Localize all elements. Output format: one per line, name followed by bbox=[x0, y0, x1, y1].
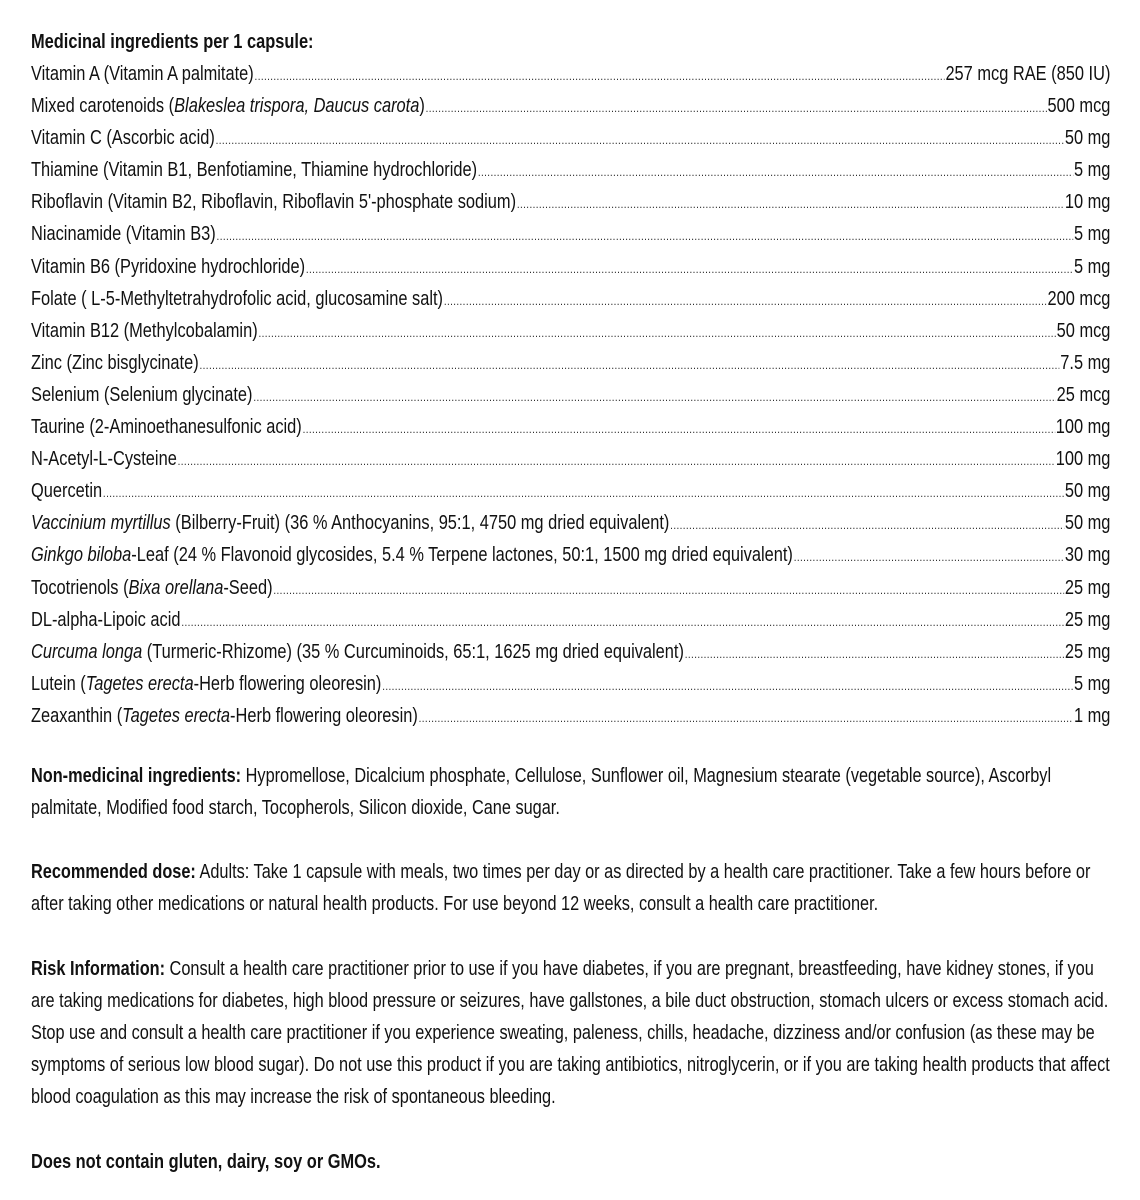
ingredient-amount: 25 mcg bbox=[1056, 383, 1111, 406]
ingredient-amount: 5 mg bbox=[1073, 672, 1111, 695]
dot-leader bbox=[273, 574, 1064, 606]
ingredient-name-part: -Seed) bbox=[223, 576, 273, 599]
ingredient-amount: 5 mg bbox=[1073, 223, 1111, 246]
ingredient-name-part: DL-alpha-Lipoic acid bbox=[31, 608, 181, 631]
ingredient-amount: 25 mg bbox=[1064, 608, 1111, 631]
ingredient-row bbox=[31, 122, 1110, 154]
ingredient-row bbox=[31, 507, 1110, 539]
ingredient-row bbox=[31, 347, 1110, 379]
dot-leader bbox=[685, 638, 1064, 670]
ingredient-name bbox=[31, 283, 443, 315]
non-medicinal-paragraph bbox=[31, 760, 1110, 824]
ingredient-name bbox=[31, 507, 669, 539]
ingredient-amount: 25 mg bbox=[1064, 576, 1111, 599]
dose-label: Recommended dose: bbox=[31, 861, 196, 883]
dot-leader bbox=[216, 124, 1064, 156]
ingredient-name-part: ) bbox=[419, 95, 425, 118]
risk-label: Risk Information: bbox=[31, 958, 166, 980]
ingredient-name-part: Zinc (Zinc bisglycinate) bbox=[31, 351, 199, 374]
ingredient-name-part: Quercetin bbox=[31, 480, 103, 503]
ingredient-name-part: -Herb flowering oleoresin) bbox=[230, 704, 418, 727]
ingredient-name-part: -Herb flowering oleoresin) bbox=[193, 672, 382, 695]
dot-leader bbox=[419, 702, 1074, 734]
dot-leader bbox=[253, 381, 1055, 413]
dot-leader bbox=[258, 317, 1055, 349]
allergen-statement bbox=[31, 1146, 1110, 1178]
ingredient-latin-name: Tagetes erecta bbox=[85, 672, 194, 695]
footer-section bbox=[31, 1146, 1110, 1178]
ingredient-row bbox=[31, 218, 1110, 250]
non-medicinal-section bbox=[31, 760, 1110, 824]
ingredient-row bbox=[31, 283, 1110, 315]
ingredient-name bbox=[31, 379, 253, 411]
ingredient-name-part: Vitamin B12 (Methylcobalamin) bbox=[31, 319, 258, 342]
ingredient-amount: 200 mcg bbox=[1047, 287, 1111, 310]
ingredient-row bbox=[31, 186, 1110, 218]
ingredient-name-part: N-Acetyl-L-Cysteine bbox=[31, 448, 177, 471]
ingredient-name-part: Niacinamide (Vitamin B3) bbox=[31, 223, 216, 246]
dot-leader bbox=[382, 670, 1073, 702]
medicinal-heading-text: Medicinal ingredients per 1 capsule: bbox=[31, 31, 314, 53]
dot-leader bbox=[181, 606, 1064, 638]
ingredient-row bbox=[31, 668, 1110, 700]
dose-section bbox=[31, 856, 1110, 920]
ingredient-name bbox=[31, 604, 181, 636]
ingredient-name bbox=[31, 347, 199, 379]
ingredient-name-part: (Turmeric-Rhizome) (35 % Curcuminoids, 65:1, 1625 mg dried equivalent) bbox=[142, 640, 684, 663]
ingredient-amount: 100 mg bbox=[1055, 416, 1111, 439]
ingredient-amount: 25 mg bbox=[1064, 640, 1111, 663]
ingredient-name-part: Taurine (2-Aminoethanesulfonic acid) bbox=[31, 416, 302, 439]
risk-text: Consult a health care practitioner prior to use if you have diabetes, if you are pregnant, breastfeeding, have kidney stones, if you are taking medications for diabetes, high blood pressure or seizures, have gallstones, a bile duct obstruction, stomach ulcers or excess stomach acid. Stop use and consult a health care practitioner if you experience sweating, paleness, chills, headache, dizziness and/or confusion (as these may be symptoms of serious low blood sugar). Do not use this product if you are taking antibiotics, nitroglycerin, or if you are taking health products that affect blood coagulation as this may increase the risk of spontaneous bleeding. bbox=[31, 958, 1110, 1108]
ingredient-name-part: -Leaf (24 % Flavonoid glycosides, 5.4 % Terpene lactones, 50:1, 1500 mg dried equivalent) bbox=[131, 544, 793, 567]
ingredient-row bbox=[31, 604, 1110, 636]
dot-leader bbox=[306, 253, 1073, 285]
ingredient-name-part: Folate ( L-5-Methyltetrahydrofolic acid, glucosamine salt) bbox=[31, 287, 443, 310]
ingredient-name-part: Vitamin A (Vitamin A palmitate) bbox=[31, 63, 254, 85]
risk-paragraph bbox=[31, 953, 1110, 1113]
ingredient-amount: 50 mg bbox=[1064, 512, 1111, 535]
ingredient-name bbox=[31, 218, 216, 250]
ingredient-latin-name: Blakeslea trispora, Daucus carota bbox=[174, 95, 420, 118]
dot-leader bbox=[670, 509, 1064, 541]
ingredient-amount: 100 mg bbox=[1055, 448, 1111, 471]
ingredient-amount: 5 mg bbox=[1073, 255, 1111, 278]
medicinal-section bbox=[31, 26, 1110, 732]
ingredient-row bbox=[31, 700, 1110, 732]
dot-leader bbox=[444, 285, 1047, 317]
ingredient-amount: 10 mg bbox=[1064, 191, 1111, 214]
ingredient-row bbox=[31, 251, 1110, 283]
ingredient-latin-name: Bixa orellana bbox=[128, 576, 224, 599]
ingredient-amount: 500 mcg bbox=[1047, 95, 1111, 118]
ingredient-amount: 7.5 mg bbox=[1060, 351, 1111, 374]
ingredient-name-part: Tocotrienols ( bbox=[31, 576, 129, 599]
dot-leader bbox=[303, 413, 1055, 445]
ingredient-amount: 50 mcg bbox=[1056, 319, 1111, 342]
ingredient-name-part: Vitamin C (Ascorbic acid) bbox=[31, 127, 215, 150]
ingredient-name-part: Lutein ( bbox=[31, 672, 86, 695]
ingredient-name-part: (Bilberry-Fruit) (36 % Anthocyanins, 95:1, 4750 mg dried equivalent) bbox=[170, 512, 670, 535]
ingredient-latin-name: Curcuma longa bbox=[31, 640, 143, 663]
ingredient-name bbox=[31, 700, 418, 732]
medicinal-heading bbox=[31, 26, 1110, 58]
ingredient-row bbox=[31, 443, 1110, 475]
ingredient-name bbox=[31, 122, 215, 154]
ingredient-name-part: Thiamine (Vitamin B1, Benfotiamine, Thiamine hydrochloride) bbox=[31, 159, 478, 182]
dot-leader bbox=[426, 92, 1047, 124]
ingredient-name bbox=[31, 668, 381, 700]
ingredient-name-part: Riboflavin (Vitamin B2, Riboflavin, Riboflavin 5'-phosphate sodium) bbox=[31, 191, 517, 214]
ingredient-row bbox=[31, 572, 1110, 604]
dot-leader bbox=[255, 60, 945, 92]
ingredient-amount: 257 mcg RAE (850 IU) bbox=[945, 63, 1111, 85]
ingredient-name bbox=[31, 90, 425, 122]
ingredient-latin-name: Tagetes erecta bbox=[122, 704, 231, 727]
ingredient-row bbox=[31, 379, 1110, 411]
ingredient-name bbox=[31, 58, 254, 90]
ingredient-amount: 30 mg bbox=[1064, 544, 1111, 567]
non-medicinal-text: Hypromellose, Dicalcium phosphate, Cellulose, Sunflower oil, Magnesium stearate (vegetable source), Ascorbyl palmitate, Modified food starch, Tocopherols, Silicon dioxide, Cane sugar. bbox=[31, 765, 1052, 819]
allergen-statement-text: Does not contain gluten, dairy, soy or GMOs. bbox=[31, 1151, 381, 1173]
ingredient-row bbox=[31, 58, 1110, 90]
dot-leader bbox=[217, 220, 1074, 252]
ingredient-row bbox=[31, 154, 1110, 186]
ingredient-latin-name: Vaccinium myrtillus bbox=[31, 512, 171, 535]
ingredient-name bbox=[31, 411, 302, 443]
ingredient-amount: 50 mg bbox=[1064, 480, 1111, 503]
ingredient-name bbox=[31, 572, 273, 604]
dot-leader bbox=[178, 445, 1055, 477]
dot-leader bbox=[794, 541, 1064, 573]
ingredient-latin-name: Ginkgo biloba bbox=[31, 544, 132, 567]
ingredient-row bbox=[31, 315, 1110, 347]
ingredient-list bbox=[31, 58, 1110, 732]
ingredient-name-part: Vitamin B6 (Pyridoxine hydrochloride) bbox=[31, 255, 306, 278]
ingredient-name bbox=[31, 186, 516, 218]
dot-leader bbox=[103, 477, 1064, 509]
dot-leader bbox=[200, 349, 1060, 381]
ingredient-row bbox=[31, 90, 1110, 122]
ingredient-name bbox=[31, 475, 102, 507]
ingredient-row bbox=[31, 475, 1110, 507]
ingredient-row bbox=[31, 539, 1110, 571]
ingredient-name-part: Zeaxanthin ( bbox=[31, 704, 123, 727]
dot-leader bbox=[517, 188, 1064, 220]
dose-text: Adults: Take 1 capsule with meals, two times per day or as directed by a health care practitioner. Take a few hours before or after taking other medications or natural health products. For use beyond 12 weeks, consult a health care practitioner. bbox=[31, 861, 1091, 915]
ingredient-row bbox=[31, 411, 1110, 443]
dot-leader bbox=[478, 156, 1073, 188]
ingredient-name bbox=[31, 154, 477, 186]
non-medicinal-label: Non-medicinal ingredients: bbox=[31, 765, 242, 787]
ingredient-name-part: Selenium (Selenium glycinate) bbox=[31, 383, 253, 406]
ingredient-name bbox=[31, 315, 258, 347]
ingredient-name-part: Mixed carotenoids ( bbox=[31, 95, 175, 118]
dose-paragraph bbox=[31, 856, 1110, 920]
ingredient-row bbox=[31, 636, 1110, 668]
ingredient-name bbox=[31, 251, 305, 283]
ingredient-name bbox=[31, 539, 793, 571]
ingredient-amount: 5 mg bbox=[1073, 159, 1111, 182]
ingredient-name bbox=[31, 443, 177, 475]
ingredient-name bbox=[31, 636, 684, 668]
risk-section bbox=[31, 953, 1110, 1113]
ingredient-amount: 1 mg bbox=[1073, 704, 1111, 727]
ingredient-amount: 50 mg bbox=[1064, 127, 1111, 150]
